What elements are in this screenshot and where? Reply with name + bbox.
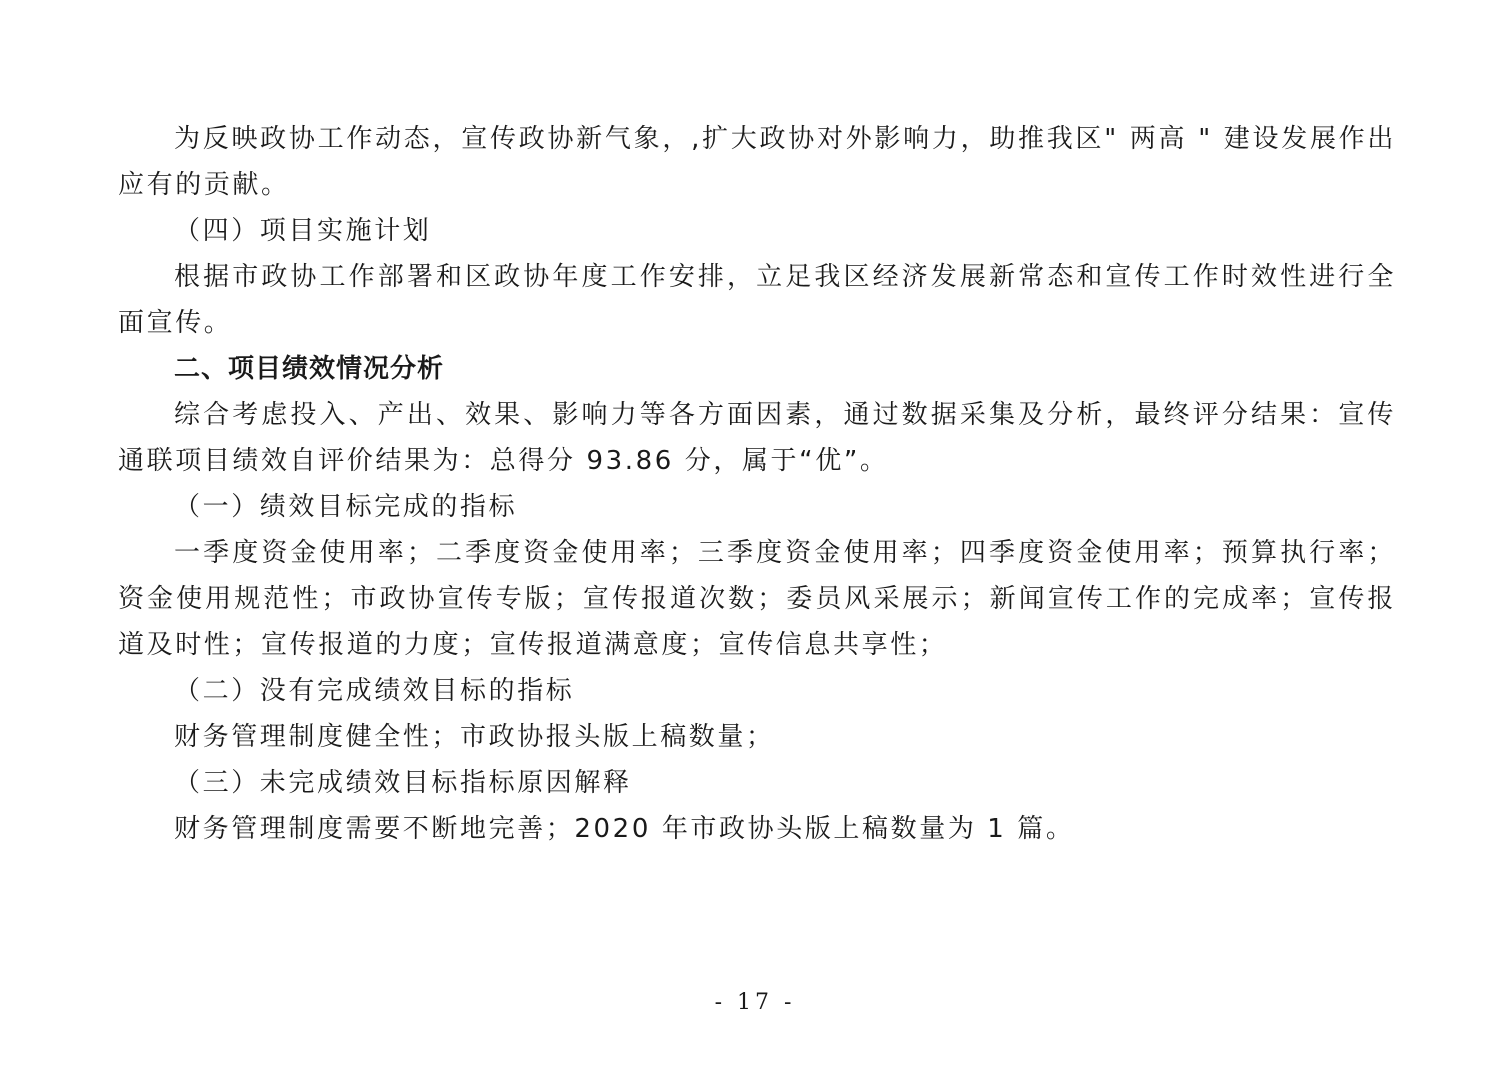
paragraph-uncompleted-indicators: 财务管理制度健全性；市政协报头版上稿数量； — [174, 722, 775, 752]
subheading-completed-indicators: （一）绩效目标完成的指标 — [174, 492, 518, 522]
section-heading-performance-analysis: 二、项目绩效情况分析 — [174, 354, 445, 384]
page-number: - 17 - — [714, 990, 796, 1015]
document-body — [118, 116, 1396, 852]
paragraph-completed-indicators: 一季度资金使用率；二季度资金使用率；三季度资金使用率；四季度资金使用率；预算执行率；资金使用规范性；市政协宣传专版；宣传报道次数；委员风采展示；新闻宣传工作的完成率；宣传报道及时性；宣传报道的力度；宣传报道满意度；宣传信息共享性； — [118, 538, 1396, 660]
paragraph-evaluation-result: 综合考虑投入、产出、效果、影响力等各方面因素，通过数据采集及分析，最终评分结果：宣传通联项目绩效自评价结果为：总得分 93.86 分，属于“优”。 — [118, 400, 1396, 476]
paragraph-reason-explanation: 财务管理制度需要不断地完善；2020 年市政协头版上稿数量为 1 篇。 — [174, 814, 1075, 844]
subheading-reason-explanation: （三）未完成绩效目标指标原因解释 — [174, 768, 632, 798]
subheading-implementation-plan: （四）项目实施计划 — [174, 216, 432, 246]
subheading-uncompleted-indicators: （二）没有完成绩效目标的指标 — [174, 676, 575, 706]
paragraph-purpose: 为反映政协工作动态，宣传政协新气象，,扩大政协对外影响力，助推我区" 两高 " 建设发展作出应有的贡献。 — [118, 124, 1396, 200]
paragraph-implementation-plan: 根据市政协工作部署和区政协年度工作安排，立足我区经济发展新常态和宣传工作时效性进行全面宣传。 — [118, 262, 1396, 338]
